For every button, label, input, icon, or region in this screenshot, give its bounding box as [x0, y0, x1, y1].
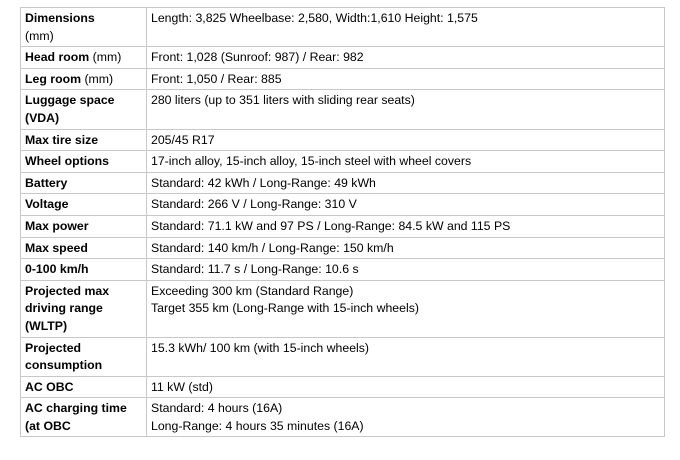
- spec-label: Head room: [25, 50, 90, 65]
- spec-label-unit: (mm): [81, 71, 114, 86]
- spec-value-cell: [147, 215, 665, 237]
- table-row: [21, 90, 665, 129]
- table-row: [21, 151, 665, 173]
- spec-value: Standard: 71.1 kW and 97 PS / Long-Range: 84.5 kW and 115 PS: [151, 218, 511, 233]
- table-row: [21, 194, 665, 216]
- spec-value: Long-Range: 4 hours 35 minutes (16A): [151, 418, 364, 433]
- spec-label-cell: [21, 47, 147, 69]
- spec-value: 280 liters (up to 351 liters with sliding rear seats): [151, 93, 415, 108]
- spec-value: Standard: 11.7 s / Long-Range: 10.6 s: [151, 262, 359, 277]
- spec-value: Front: 1,028 (Sunroof: 987) / Rear: 982: [151, 50, 364, 65]
- spec-value-cell: [147, 90, 665, 129]
- spec-value-cell: [147, 151, 665, 173]
- spec-label-unit: (mm): [89, 50, 122, 65]
- spec-label-cell: [21, 129, 147, 151]
- spec-value-cell: [147, 194, 665, 216]
- spec-value-cell: [147, 259, 665, 281]
- spec-label-cell: [21, 90, 147, 129]
- spec-label-cell: [21, 237, 147, 259]
- spec-label: Max power: [25, 218, 89, 233]
- spec-value-cell: [147, 68, 665, 90]
- table-row: [21, 259, 665, 281]
- spec-table: [20, 7, 665, 437]
- spec-value-cell: [147, 280, 665, 337]
- spec-label: Max speed: [25, 240, 88, 255]
- table-row: [21, 47, 665, 69]
- spec-value-cell: [147, 47, 665, 69]
- table-row: [21, 172, 665, 194]
- spec-value: Standard: 266 V / Long-Range: 310 V: [151, 197, 357, 212]
- spec-value: Standard: 42 kWh / Long-Range: 49 kWh: [151, 175, 376, 190]
- table-row: [21, 376, 665, 398]
- spec-value: Exceeding 300 km (Standard Range): [151, 283, 354, 298]
- spec-value-cell: [147, 398, 665, 437]
- spec-label-cell: [21, 8, 147, 47]
- spec-value-cell: [147, 129, 665, 151]
- table-row: [21, 68, 665, 90]
- table-row: [21, 8, 665, 47]
- spec-value: 15.3 kWh/ 100 km (with 15-inch wheels): [151, 340, 370, 355]
- spec-value-cell: [147, 337, 665, 376]
- spec-label-cell: [21, 151, 147, 173]
- spec-value: Length: 3,825 Wheelbase: 2,580, Width:1,610 Height: 1,575: [151, 11, 478, 25]
- table-row: [21, 337, 665, 376]
- spec-value: 11 kW (std): [151, 379, 213, 394]
- table-row: [21, 237, 665, 259]
- spec-value-cell: [147, 237, 665, 259]
- spec-label: AC charging time (at OBC: [25, 401, 127, 433]
- table-row: [21, 398, 665, 437]
- table-row: [21, 215, 665, 237]
- spec-label: Wheel options: [25, 154, 110, 169]
- spec-value-cell: [147, 172, 665, 194]
- spec-label-cell: [21, 215, 147, 237]
- spec-label-cell: [21, 398, 147, 437]
- spec-value: Standard: 4 hours (16A): [151, 401, 283, 416]
- spec-value: 205/45 R17: [151, 132, 215, 147]
- spec-label: Luggage space (VDA): [25, 93, 115, 125]
- spec-label-cell: [21, 337, 147, 376]
- spec-label-cell: [21, 68, 147, 90]
- spec-table-body: [21, 8, 665, 437]
- spec-label: Voltage: [25, 197, 69, 212]
- spec-label: Leg room: [25, 71, 82, 86]
- spec-label: AC OBC: [25, 379, 74, 394]
- spec-label: Dimensions: [25, 11, 95, 25]
- spec-value: Target 355 km (Long-Range with 15-inch wheels): [151, 301, 419, 316]
- spec-label: Max tire size: [25, 132, 99, 147]
- spec-label-cell: [21, 194, 147, 216]
- spec-label: Battery: [25, 175, 68, 190]
- spec-value: Front: 1,050 / Rear: 885: [151, 71, 282, 86]
- spec-label-cell: [21, 376, 147, 398]
- spec-value-cell: [147, 376, 665, 398]
- spec-label: 0-100 km/h: [25, 262, 89, 277]
- spec-value: Standard: 140 km/h / Long-Range: 150 km/h: [151, 240, 394, 255]
- spec-label-cell: [21, 259, 147, 281]
- spec-label-cell: [21, 280, 147, 337]
- spec-label-cell: [21, 172, 147, 194]
- table-row: [21, 129, 665, 151]
- table-row: [21, 280, 665, 337]
- spec-label: Projected max driving range (WLTP): [25, 283, 110, 333]
- spec-label: Projected consumption: [25, 340, 103, 373]
- spec-value-cell: [147, 8, 665, 47]
- spec-label-unit: (mm): [25, 28, 54, 43]
- spec-value: 17-inch alloy, 15-inch alloy, 15-inch steel with wheel covers: [151, 154, 472, 169]
